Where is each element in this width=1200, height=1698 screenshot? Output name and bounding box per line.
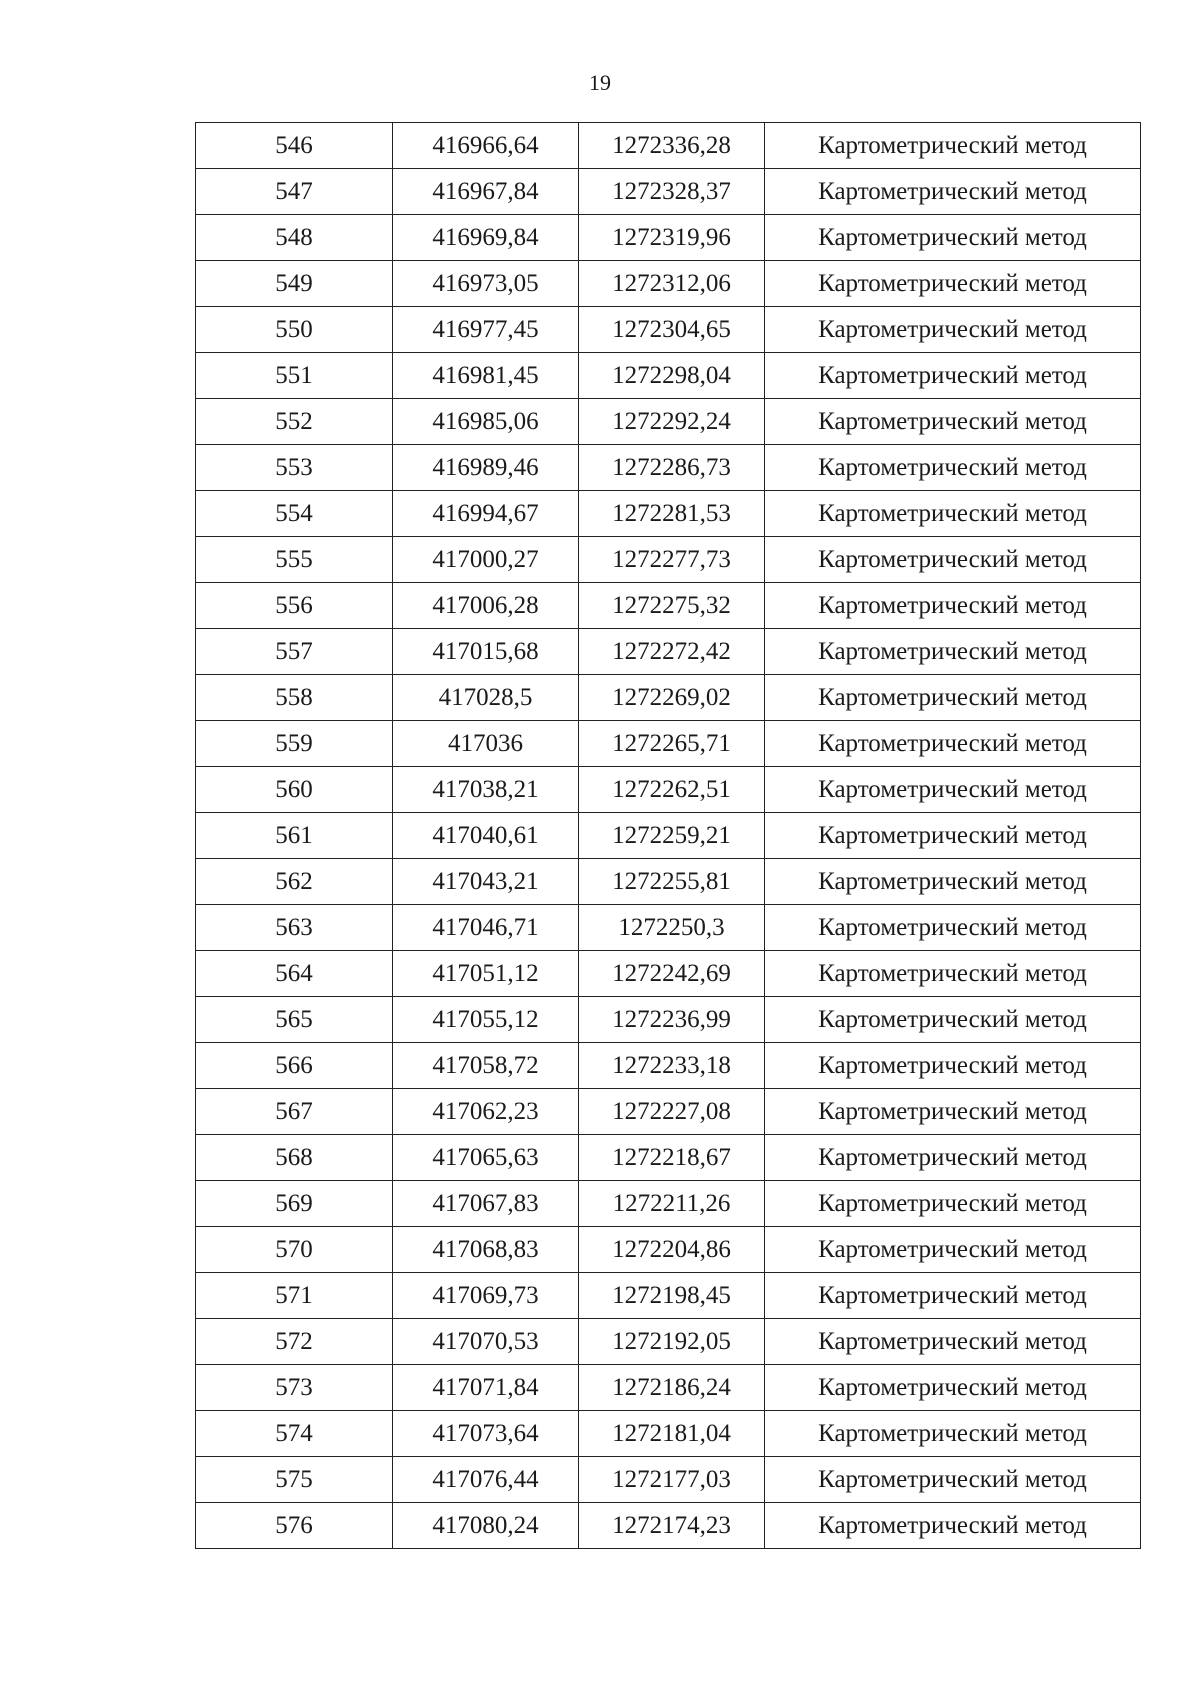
x-coordinate-cell: 416985,06 bbox=[393, 399, 579, 445]
table-row bbox=[196, 1457, 1141, 1503]
coordinates-table-body bbox=[196, 123, 1141, 1549]
point-number-cell: 548 bbox=[196, 215, 393, 261]
point-number-cell: 556 bbox=[196, 583, 393, 629]
page-number: 19 bbox=[589, 70, 611, 95]
y-coordinate-cell: 1272336,28 bbox=[579, 123, 765, 169]
point-number-cell: 558 bbox=[196, 675, 393, 721]
table-row bbox=[196, 1503, 1141, 1549]
table-row bbox=[196, 721, 1141, 767]
x-coordinate-cell: 417015,68 bbox=[393, 629, 579, 675]
point-number-cell: 555 bbox=[196, 537, 393, 583]
x-coordinate-cell: 416973,05 bbox=[393, 261, 579, 307]
point-number-cell: 553 bbox=[196, 445, 393, 491]
y-coordinate-cell: 1272281,53 bbox=[579, 491, 765, 537]
method-cell: Картометрический метод bbox=[765, 491, 1141, 537]
x-coordinate-cell: 416977,45 bbox=[393, 307, 579, 353]
x-coordinate-cell: 417080,24 bbox=[393, 1503, 579, 1549]
table-row bbox=[196, 1227, 1141, 1273]
x-coordinate-cell: 417051,12 bbox=[393, 951, 579, 997]
method-cell: Картометрический метод bbox=[765, 1089, 1141, 1135]
x-coordinate-cell: 417006,28 bbox=[393, 583, 579, 629]
table-row bbox=[196, 1181, 1141, 1227]
point-number-cell: 564 bbox=[196, 951, 393, 997]
y-coordinate-cell: 1272186,24 bbox=[579, 1365, 765, 1411]
y-coordinate-cell: 1272255,81 bbox=[579, 859, 765, 905]
y-coordinate-cell: 1272181,04 bbox=[579, 1411, 765, 1457]
method-cell: Картометрический метод bbox=[765, 767, 1141, 813]
method-cell: Картометрический метод bbox=[765, 215, 1141, 261]
table-row bbox=[196, 583, 1141, 629]
x-coordinate-cell: 417040,61 bbox=[393, 813, 579, 859]
point-number-cell: 552 bbox=[196, 399, 393, 445]
point-number-cell: 549 bbox=[196, 261, 393, 307]
y-coordinate-cell: 1272269,02 bbox=[579, 675, 765, 721]
table-row bbox=[196, 215, 1141, 261]
point-number-cell: 573 bbox=[196, 1365, 393, 1411]
y-coordinate-cell: 1272328,37 bbox=[579, 169, 765, 215]
table-row bbox=[196, 951, 1141, 997]
method-cell: Картометрический метод bbox=[765, 1227, 1141, 1273]
table-row bbox=[196, 123, 1141, 169]
x-coordinate-cell: 417067,83 bbox=[393, 1181, 579, 1227]
table-row bbox=[196, 169, 1141, 215]
x-coordinate-cell: 417028,5 bbox=[393, 675, 579, 721]
point-number-cell: 551 bbox=[196, 353, 393, 399]
table-row bbox=[196, 307, 1141, 353]
y-coordinate-cell: 1272286,73 bbox=[579, 445, 765, 491]
y-coordinate-cell: 1272211,26 bbox=[579, 1181, 765, 1227]
method-cell: Картометрический метод bbox=[765, 307, 1141, 353]
y-coordinate-cell: 1272250,3 bbox=[579, 905, 765, 951]
method-cell: Картометрический метод bbox=[765, 997, 1141, 1043]
method-cell: Картометрический метод bbox=[765, 721, 1141, 767]
table-row bbox=[196, 445, 1141, 491]
table-row bbox=[196, 261, 1141, 307]
x-coordinate-cell: 416969,84 bbox=[393, 215, 579, 261]
y-coordinate-cell: 1272319,96 bbox=[579, 215, 765, 261]
x-coordinate-cell: 416966,64 bbox=[393, 123, 579, 169]
method-cell: Картометрический метод bbox=[765, 859, 1141, 905]
x-coordinate-cell: 417071,84 bbox=[393, 1365, 579, 1411]
x-coordinate-cell: 417055,12 bbox=[393, 997, 579, 1043]
x-coordinate-cell: 416981,45 bbox=[393, 353, 579, 399]
x-coordinate-cell: 417068,83 bbox=[393, 1227, 579, 1273]
x-coordinate-cell: 417043,21 bbox=[393, 859, 579, 905]
method-cell: Картометрический метод bbox=[765, 123, 1141, 169]
method-cell: Картометрический метод bbox=[765, 399, 1141, 445]
method-cell: Картометрический метод bbox=[765, 169, 1141, 215]
table-row bbox=[196, 537, 1141, 583]
table-row bbox=[196, 1135, 1141, 1181]
table-row bbox=[196, 353, 1141, 399]
y-coordinate-cell: 1272265,71 bbox=[579, 721, 765, 767]
method-cell: Картометрический метод bbox=[765, 905, 1141, 951]
y-coordinate-cell: 1272192,05 bbox=[579, 1319, 765, 1365]
method-cell: Картометрический метод bbox=[765, 1365, 1141, 1411]
table-row bbox=[196, 767, 1141, 813]
method-cell: Картометрический метод bbox=[765, 629, 1141, 675]
point-number-cell: 554 bbox=[196, 491, 393, 537]
table-row bbox=[196, 1411, 1141, 1457]
method-cell: Картометрический метод bbox=[765, 353, 1141, 399]
point-number-cell: 567 bbox=[196, 1089, 393, 1135]
point-number-cell: 569 bbox=[196, 1181, 393, 1227]
x-coordinate-cell: 417073,64 bbox=[393, 1411, 579, 1457]
method-cell: Картометрический метод bbox=[765, 813, 1141, 859]
point-number-cell: 566 bbox=[196, 1043, 393, 1089]
point-number-cell: 570 bbox=[196, 1227, 393, 1273]
point-number-cell: 560 bbox=[196, 767, 393, 813]
y-coordinate-cell: 1272177,03 bbox=[579, 1457, 765, 1503]
x-coordinate-cell: 417076,44 bbox=[393, 1457, 579, 1503]
point-number-cell: 546 bbox=[196, 123, 393, 169]
y-coordinate-cell: 1272242,69 bbox=[579, 951, 765, 997]
x-coordinate-cell: 416994,67 bbox=[393, 491, 579, 537]
point-number-cell: 568 bbox=[196, 1135, 393, 1181]
method-cell: Картометрический метод bbox=[765, 445, 1141, 491]
x-coordinate-cell: 416989,46 bbox=[393, 445, 579, 491]
y-coordinate-cell: 1272259,21 bbox=[579, 813, 765, 859]
y-coordinate-cell: 1272292,24 bbox=[579, 399, 765, 445]
y-coordinate-cell: 1272218,67 bbox=[579, 1135, 765, 1181]
point-number-cell: 550 bbox=[196, 307, 393, 353]
y-coordinate-cell: 1272277,73 bbox=[579, 537, 765, 583]
x-coordinate-cell: 417069,73 bbox=[393, 1273, 579, 1319]
x-coordinate-cell: 417046,71 bbox=[393, 905, 579, 951]
x-coordinate-cell: 417036 bbox=[393, 721, 579, 767]
point-number-cell: 574 bbox=[196, 1411, 393, 1457]
table-row bbox=[196, 813, 1141, 859]
table-row bbox=[196, 675, 1141, 721]
y-coordinate-cell: 1272312,06 bbox=[579, 261, 765, 307]
x-coordinate-cell: 417000,27 bbox=[393, 537, 579, 583]
table-row bbox=[196, 1273, 1141, 1319]
point-number-cell: 571 bbox=[196, 1273, 393, 1319]
table-row bbox=[196, 399, 1141, 445]
x-coordinate-cell: 417070,53 bbox=[393, 1319, 579, 1365]
x-coordinate-cell: 416967,84 bbox=[393, 169, 579, 215]
table-row bbox=[196, 997, 1141, 1043]
point-number-cell: 575 bbox=[196, 1457, 393, 1503]
y-coordinate-cell: 1272236,99 bbox=[579, 997, 765, 1043]
point-number-cell: 576 bbox=[196, 1503, 393, 1549]
x-coordinate-cell: 417062,23 bbox=[393, 1089, 579, 1135]
method-cell: Картометрический метод bbox=[765, 537, 1141, 583]
point-number-cell: 559 bbox=[196, 721, 393, 767]
y-coordinate-cell: 1272227,08 bbox=[579, 1089, 765, 1135]
method-cell: Картометрический метод bbox=[765, 1411, 1141, 1457]
table-row bbox=[196, 629, 1141, 675]
method-cell: Картометрический метод bbox=[765, 1319, 1141, 1365]
table-row bbox=[196, 1365, 1141, 1411]
method-cell: Картометрический метод bbox=[765, 1457, 1141, 1503]
method-cell: Картометрический метод bbox=[765, 1043, 1141, 1089]
x-coordinate-cell: 417038,21 bbox=[393, 767, 579, 813]
y-coordinate-cell: 1272174,23 bbox=[579, 1503, 765, 1549]
y-coordinate-cell: 1272198,45 bbox=[579, 1273, 765, 1319]
method-cell: Картометрический метод bbox=[765, 1181, 1141, 1227]
y-coordinate-cell: 1272233,18 bbox=[579, 1043, 765, 1089]
y-coordinate-cell: 1272298,04 bbox=[579, 353, 765, 399]
x-coordinate-cell: 417058,72 bbox=[393, 1043, 579, 1089]
point-number-cell: 547 bbox=[196, 169, 393, 215]
y-coordinate-cell: 1272272,42 bbox=[579, 629, 765, 675]
point-number-cell: 561 bbox=[196, 813, 393, 859]
y-coordinate-cell: 1272304,65 bbox=[579, 307, 765, 353]
method-cell: Картометрический метод bbox=[765, 1273, 1141, 1319]
table-row bbox=[196, 1043, 1141, 1089]
y-coordinate-cell: 1272275,32 bbox=[579, 583, 765, 629]
coordinates-table bbox=[195, 122, 1141, 1549]
method-cell: Картометрический метод bbox=[765, 1503, 1141, 1549]
method-cell: Картометрический метод bbox=[765, 675, 1141, 721]
table-row bbox=[196, 905, 1141, 951]
method-cell: Картометрический метод bbox=[765, 261, 1141, 307]
table-row bbox=[196, 491, 1141, 537]
point-number-cell: 565 bbox=[196, 997, 393, 1043]
point-number-cell: 572 bbox=[196, 1319, 393, 1365]
method-cell: Картометрический метод bbox=[765, 1135, 1141, 1181]
point-number-cell: 563 bbox=[196, 905, 393, 951]
point-number-cell: 557 bbox=[196, 629, 393, 675]
table-row bbox=[196, 859, 1141, 905]
point-number-cell: 562 bbox=[196, 859, 393, 905]
table-row bbox=[196, 1089, 1141, 1135]
method-cell: Картометрический метод bbox=[765, 951, 1141, 997]
y-coordinate-cell: 1272204,86 bbox=[579, 1227, 765, 1273]
method-cell: Картометрический метод bbox=[765, 583, 1141, 629]
x-coordinate-cell: 417065,63 bbox=[393, 1135, 579, 1181]
table-row bbox=[196, 1319, 1141, 1365]
y-coordinate-cell: 1272262,51 bbox=[579, 767, 765, 813]
